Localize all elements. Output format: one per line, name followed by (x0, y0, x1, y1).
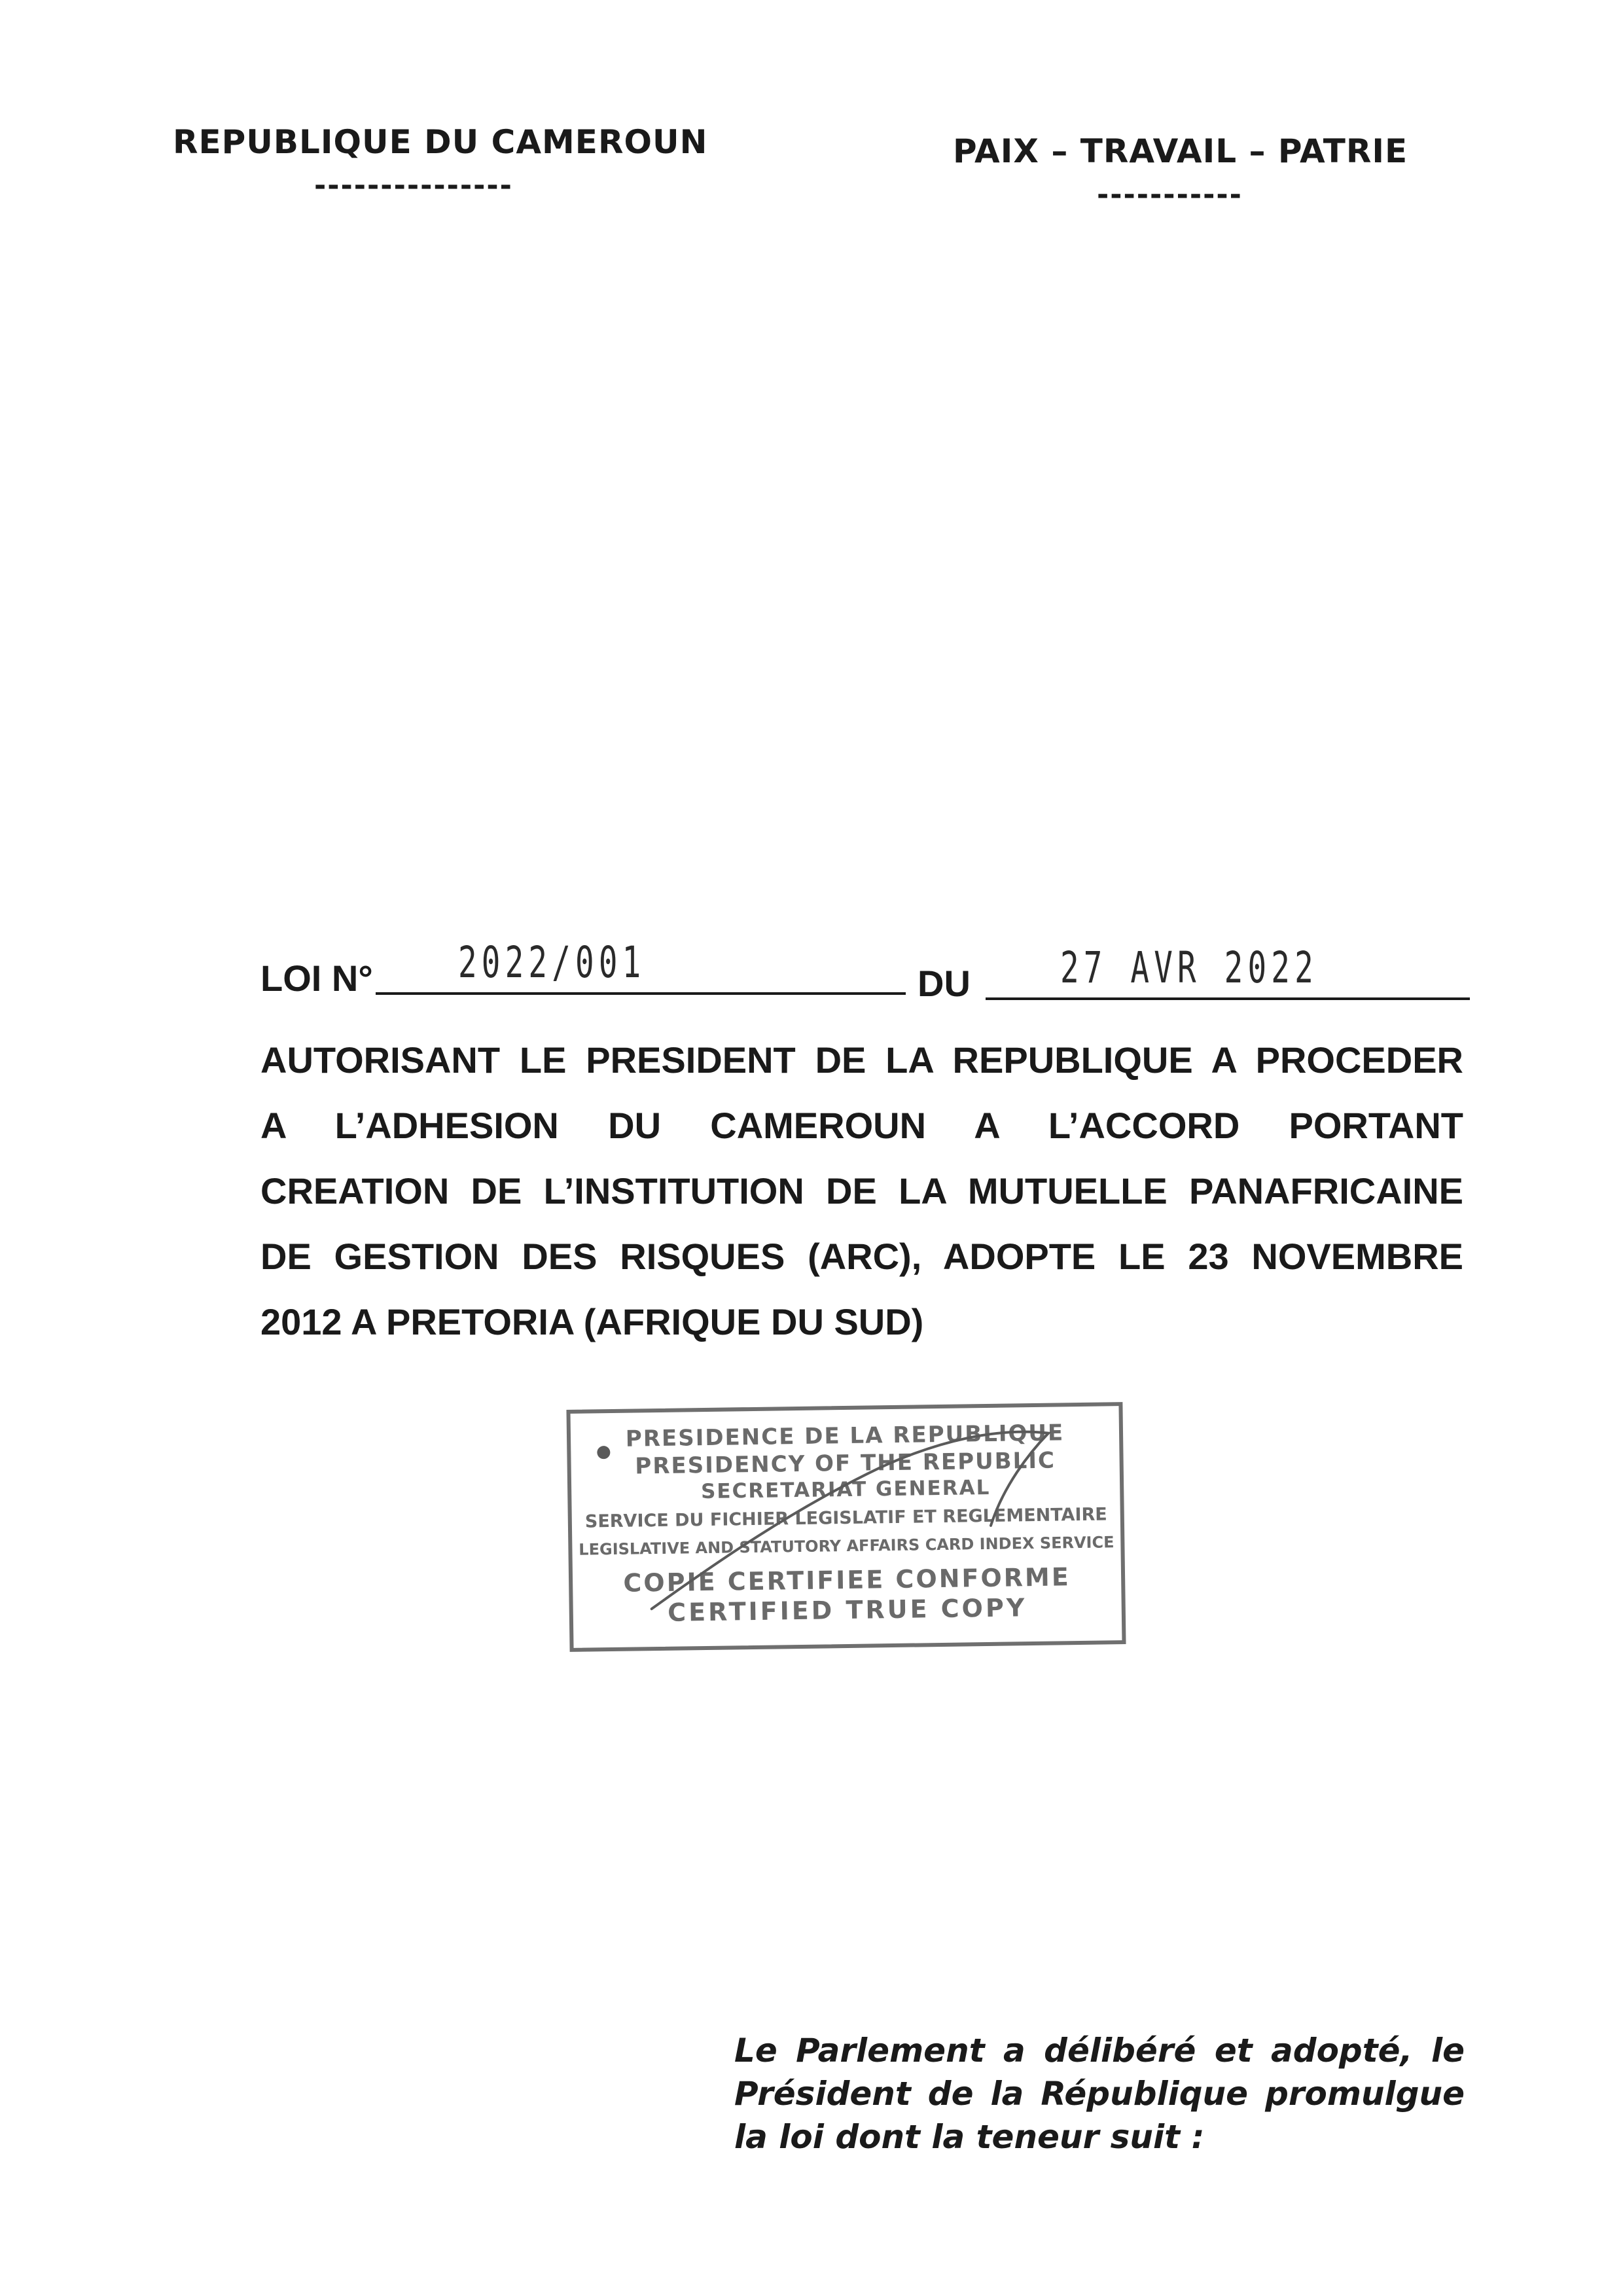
header-motto: PAIX – TRAVAIL – PATRIE (953, 132, 1408, 170)
stamp-line-certified: CERTIFIED TRUE COPY (667, 1593, 1027, 1627)
law-title (260, 1028, 1463, 1355)
stamp-line-service: SERVICE DU FICHIER LEGISLATIF ET REGLEMENTAIRE (584, 1504, 1107, 1532)
law-date-label: DU (918, 963, 971, 1004)
certification-stamp (566, 1402, 1126, 1652)
law-title-line: DE GESTION DES RISQUES (ARC), ADOPTE LE 23 NOVEMBRE (260, 1236, 1463, 1277)
signature-stroke (571, 1406, 1122, 1648)
law-number-underline (376, 992, 906, 995)
enactment-line: Le Parlement a délibéré et adopté, le (734, 2032, 1465, 2070)
stamp-line-presidence: PRESIDENCE DE LA REPUBLIQUE (625, 1420, 1065, 1452)
enactment-line: la loi dont la teneur suit : (734, 2118, 1205, 2156)
law-number-label: LOI N° (260, 958, 373, 999)
stamp-line-secretariat: SECRETARIAT GENERAL (700, 1475, 991, 1504)
header-republic-title: REPUBLIQUE DU CAMEROUN (173, 123, 708, 161)
header-motto-dashes: ----------- (1097, 178, 1243, 211)
law-title-line: AUTORISANT LE PRESIDENT DE LA REPUBLIQUE A PROCEDER (260, 1039, 1463, 1081)
law-title-line: 2012 A PRETORIA (AFRIQUE DU SUD) (260, 1301, 924, 1342)
law-date-underline (986, 997, 1470, 1000)
law-title-line: A L’ADHESION DU CAMEROUN A L’ACCORD PORTANT (260, 1105, 1463, 1146)
law-date-value: 27 AVR 2022 (1060, 942, 1318, 993)
law-title-line: CREATION DE L’INSTITUTION DE LA MUTUELLE PANAFRICAINE (260, 1170, 1463, 1211)
enactment-clause (734, 2029, 1465, 2159)
stamp-line-presidency: PRESIDENCY OF THE REPUBLIC (635, 1447, 1056, 1480)
law-number-value: 2022/001 (458, 937, 646, 988)
stamp-line-copie: COPIE CERTIFIEE CONFORME (623, 1562, 1071, 1598)
header-republic-dashes: --------------- (314, 169, 513, 202)
stamp-line-legislative: LEGISLATIVE AND STATUTORY AFFAIRS CARD INDEX SERVICE (579, 1533, 1115, 1559)
enactment-line: Président de la République promulgue (734, 2075, 1465, 2113)
